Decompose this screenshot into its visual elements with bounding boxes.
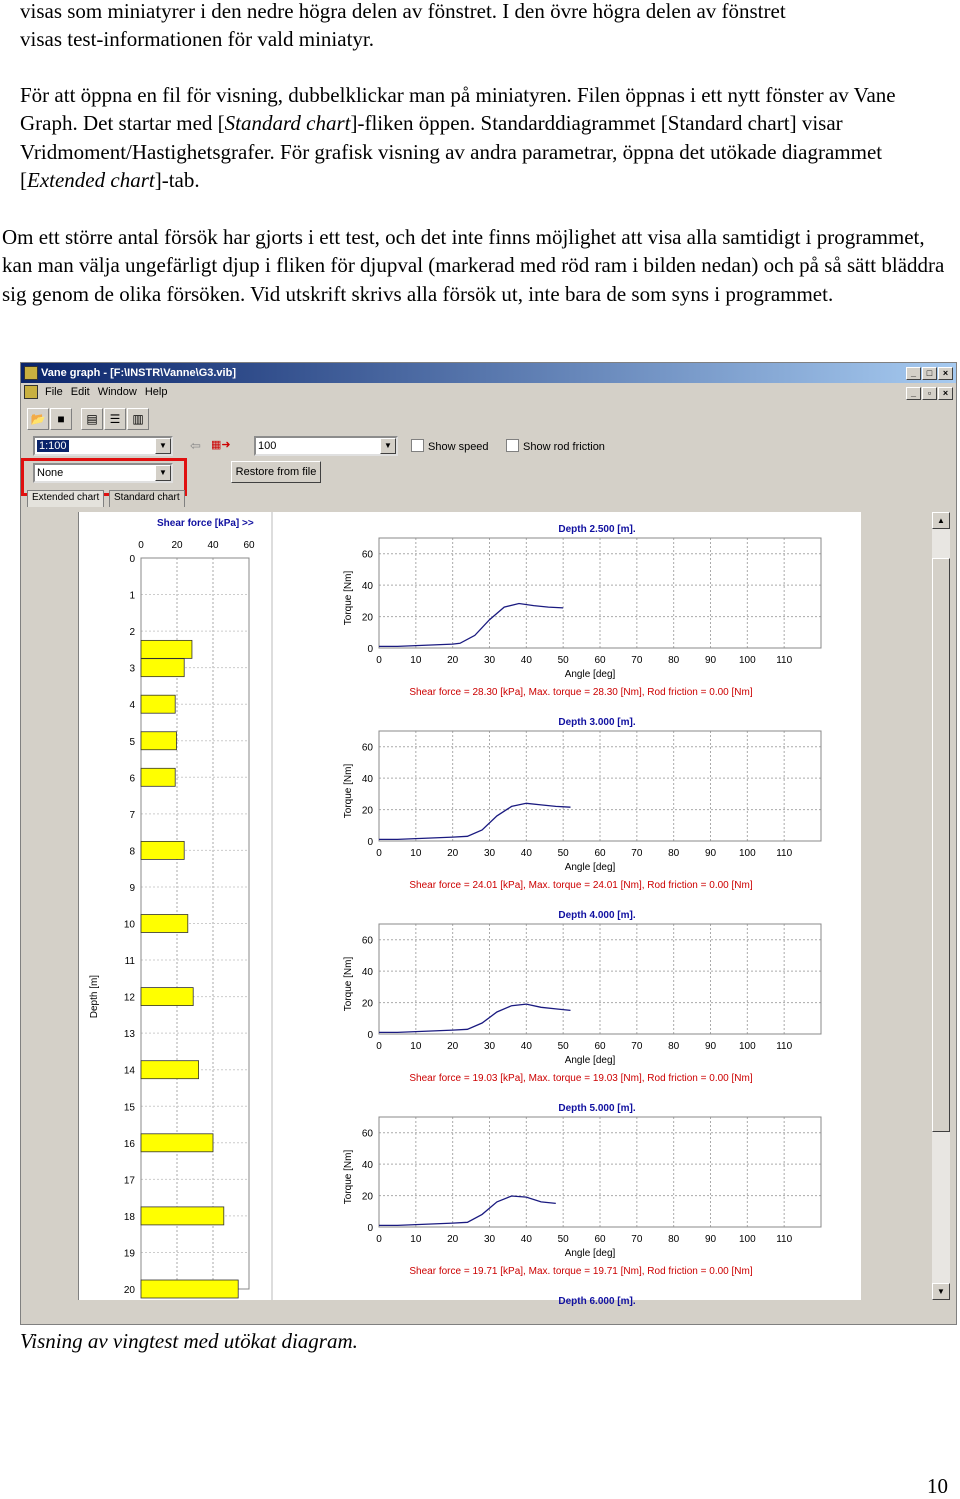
torque-x-tick-label: 100 [738, 1234, 756, 1245]
bar-chart-title: Shear force [kPa] >> [157, 518, 254, 529]
document-icon[interactable] [24, 385, 38, 399]
bar-y-tick-label: 2 [129, 627, 135, 639]
app-icon [24, 366, 38, 380]
chart-area [78, 512, 861, 1307]
tile-vertical-icon[interactable]: ▥ [127, 408, 149, 430]
paragraph-2-italic-standard-chart: Standard chart [224, 111, 351, 136]
bar-y-axis-label: Depth [m] [89, 974, 100, 1019]
shear-force-bar [141, 841, 184, 859]
bar-y-tick-label: 14 [123, 1065, 135, 1077]
torque-x-tick-label: 60 [594, 1041, 606, 1052]
torque-x-tick-label: 100 [738, 1041, 756, 1052]
depth-title: Depth 2.500 [m]. [558, 524, 636, 535]
tab-standard-chart[interactable]: Standard chart [109, 490, 185, 507]
window-title: Vane graph - [F:\INSTR\Vanne\G3.vib] [41, 367, 236, 379]
show-speed-label: Show speed [428, 441, 489, 453]
torque-x-tick-label: 40 [520, 655, 532, 666]
show-speed-checkbox[interactable] [411, 439, 489, 454]
figure-caption: Visning av vingtest med utökat diagram. [20, 1329, 358, 1353]
paragraph-1-line-2: visas test-informationen för vald miniatyr. [20, 27, 375, 52]
torque-curve [379, 1196, 556, 1225]
torque-x-tick-label: 90 [704, 1234, 717, 1245]
depth-title: Depth 3.000 [m]. [558, 717, 636, 728]
bar-y-tick-label: 13 [123, 1029, 135, 1041]
torque-x-tick-label: 50 [557, 848, 569, 859]
paragraph-3: Om ett större antal försök har gjorts i ett test, och det inte finns möjlighet att visa alla samtidigt i programmet, kan man välja ungefärligt djup i fliken för djupval (markerad med röd ram i bilden nedan) och på så sätt bläddra sig genom de olika försöken. Vid utskrift skrivs alla försök ut, inte bara de som syns i programmet. [2, 225, 945, 306]
paragraph-2 [20, 81, 950, 195]
torque-y-tick-label: 40 [361, 774, 373, 786]
bar-y-tick-label: 20 [123, 1285, 135, 1296]
torque-x-tick-label: 30 [483, 1041, 496, 1052]
torque-x-tick-label: 70 [631, 655, 643, 666]
torque-x-tick-label: 30 [483, 655, 496, 666]
depth-title: Depth 6.000 [m]. [558, 1296, 636, 1307]
bar-x-tick-label: 60 [243, 540, 255, 551]
torque-y-tick-label: 60 [361, 935, 373, 947]
shear-force-bar [141, 1134, 213, 1152]
torque-x-tick-label: 100 [738, 655, 756, 666]
torque-y-tick-label: 20 [361, 998, 373, 1010]
torque-x-tick-label: 80 [668, 655, 680, 666]
torque-x-tick-label: 110 [776, 1041, 793, 1052]
torque-x-tick-label: 90 [704, 1041, 717, 1052]
shear-force-bar [141, 1207, 224, 1225]
child-close-button[interactable]: × [938, 387, 953, 400]
shear-force-bar [141, 695, 175, 713]
torque-x-tick-label: 10 [410, 655, 422, 666]
tab-extended-chart[interactable]: Extended chart [27, 490, 104, 507]
checkbox-box[interactable] [506, 439, 519, 452]
torque-result-text: Shear force = 24.01 [kPa], Max. torque = 24.01 [Nm], Rod friction = 0.00 [Nm] [409, 880, 753, 891]
bar-x-tick-label: 40 [207, 540, 219, 551]
torque-y-axis-label: Torque [Nm] [343, 763, 354, 819]
torque-curve [379, 803, 571, 839]
torque-x-tick-label: 50 [557, 1041, 569, 1052]
torque-x-tick-label: 50 [557, 1234, 569, 1245]
shear-force-bar [141, 1280, 238, 1298]
torque-x-tick-label: 90 [704, 848, 717, 859]
torque-x-tick-label: 70 [631, 848, 643, 859]
torque-y-tick-label: 40 [361, 1160, 373, 1172]
depth-select-value: None [37, 467, 64, 479]
torque-x-tick-label: 70 [631, 1234, 643, 1245]
torque-x-tick-label: 30 [483, 848, 496, 859]
torque-result-text: Shear force = 19.03 [kPa], Max. torque = 19.03 [Nm], Rod friction = 0.00 [Nm] [409, 1073, 753, 1084]
bar-y-tick-label: 15 [123, 1102, 135, 1114]
menubar [21, 383, 956, 402]
torque-x-tick-label: 70 [631, 1041, 643, 1052]
menu-help[interactable]: Help [144, 386, 168, 398]
torque-x-tick-label: 80 [668, 1041, 680, 1052]
bar-y-tick-label: 4 [129, 700, 135, 712]
torque-x-tick-label: 100 [738, 848, 756, 859]
menu-file[interactable]: File [45, 386, 63, 398]
torque-y-axis-label: Torque [Nm] [343, 956, 354, 1012]
torque-y-axis-label: Torque [Nm] [343, 1149, 354, 1205]
torque-x-tick-label: 10 [410, 1041, 422, 1052]
bar-y-tick-label: 18 [123, 1211, 135, 1223]
depth-combo-value: 100 [258, 440, 277, 452]
torque-x-tick-label: 20 [447, 848, 459, 859]
torque-x-axis-label: Angle [deg] [564, 1248, 616, 1259]
torque-x-tick-label: 60 [594, 1234, 606, 1245]
torque-x-tick-label: 40 [520, 1234, 532, 1245]
torque-y-tick-label: 20 [361, 1191, 373, 1203]
paragraph-2-text-e: ]-tab. [154, 168, 200, 193]
shear-force-bar [141, 640, 192, 658]
child-restore-button[interactable]: ▫ [922, 387, 937, 400]
scroll-up-arrow-icon[interactable]: ▲ [932, 512, 950, 529]
bar-y-tick-label: 3 [129, 663, 135, 675]
bar-y-tick-label: 17 [123, 1175, 135, 1187]
torque-y-tick-label: 60 [361, 549, 373, 561]
torque-x-tick-label: 10 [410, 848, 422, 859]
torque-x-tick-label: 0 [376, 848, 382, 859]
shear-force-bar [141, 768, 175, 786]
torque-curve [379, 604, 563, 647]
checkbox-box[interactable] [411, 439, 424, 452]
scroll-thumb[interactable] [932, 558, 950, 1132]
paragraph-1 [20, 0, 940, 54]
torque-y-tick-label: 0 [367, 1223, 373, 1234]
torque-y-tick-label: 20 [361, 805, 373, 817]
bar-y-tick-label: 9 [129, 882, 135, 894]
torque-x-tick-label: 110 [776, 1234, 793, 1245]
shear-force-bar [141, 732, 176, 750]
show-rod-friction-checkbox[interactable] [506, 439, 605, 454]
back-arrow-icon[interactable]: ⇦ [190, 438, 201, 453]
vane-graph-window [20, 362, 957, 1325]
torque-x-tick-label: 60 [594, 655, 606, 666]
torque-x-tick-label: 80 [668, 848, 680, 859]
torque-y-tick-label: 0 [367, 1030, 373, 1041]
bar-y-tick-label: 1 [129, 590, 135, 602]
bar-y-tick-label: 7 [129, 809, 135, 821]
close-button[interactable]: × [938, 367, 953, 380]
torque-y-tick-label: 60 [361, 1128, 373, 1140]
torque-x-axis-label: Angle [deg] [564, 669, 616, 680]
scale-combo[interactable] [33, 436, 173, 456]
torque-x-tick-label: 20 [447, 1041, 459, 1052]
shear-force-bar [141, 915, 188, 933]
bar-y-tick-label: 0 [129, 554, 135, 565]
depth-combo[interactable] [254, 436, 398, 456]
shear-force-bar [141, 1061, 199, 1079]
paragraph-2-italic-extended-chart: Extended chart [27, 168, 155, 193]
torque-x-tick-label: 10 [410, 1234, 422, 1245]
cascade-icon[interactable]: ▤ [81, 408, 103, 430]
page-number: 10 [927, 1474, 948, 1498]
torque-x-tick-label: 50 [557, 655, 569, 666]
bar-y-tick-label: 19 [123, 1248, 135, 1260]
torque-y-tick-label: 40 [361, 967, 373, 979]
torque-y-tick-label: 0 [367, 644, 373, 655]
torque-y-tick-label: 20 [361, 612, 373, 624]
torque-x-axis-label: Angle [deg] [564, 862, 616, 873]
torque-x-tick-label: 40 [520, 848, 532, 859]
torque-x-tick-label: 0 [376, 655, 382, 666]
bar-y-tick-label: 11 [124, 956, 135, 968]
depth-title: Depth 4.000 [m]. [558, 910, 636, 921]
torque-x-tick-label: 90 [704, 655, 717, 666]
torque-x-tick-label: 110 [776, 848, 793, 859]
torque-result-text: Shear force = 19.71 [kPa], Max. torque = 19.71 [Nm], Rod friction = 0.00 [Nm] [409, 1266, 753, 1277]
paragraph-1-line-1: visas som miniatyrer i den nedre högra delen av fönstret. I den övre högra delen av fönstret [20, 0, 786, 23]
restore-from-file-button[interactable]: Restore from file [231, 461, 321, 483]
minimize-button[interactable]: _ [906, 367, 921, 380]
menu-window[interactable]: Window [97, 386, 137, 398]
torque-x-axis-label: Angle [deg] [564, 1055, 616, 1066]
vertical-scrollbar[interactable] [932, 512, 950, 1300]
torque-y-tick-label: 40 [361, 581, 373, 593]
chevron-down-icon[interactable]: ▼ [155, 438, 171, 454]
bar-y-tick-label: 5 [129, 736, 135, 748]
shear-force-bar [141, 659, 184, 677]
chevron-down-icon[interactable]: ▼ [380, 438, 396, 454]
torque-result-text: Shear force = 28.30 [kPa], Max. torque = 28.30 [Nm], Rod friction = 0.00 [Nm] [409, 687, 753, 698]
bar-y-tick-label: 12 [123, 992, 135, 1004]
menu-edit[interactable]: Edit [70, 386, 90, 398]
torque-x-tick-label: 0 [376, 1041, 382, 1052]
bar-y-tick-label: 8 [129, 846, 135, 858]
torque-x-tick-label: 20 [447, 655, 459, 666]
paragraph-2-text-c: ]-fliken öppen. Standarddiagrammet [Standard chart] visar Vridmoment/Hastighetsgrafer. För grafisk visning av andra parametrar, öppna det utökade diagrammet [ [20, 111, 883, 193]
paragraph-2-text-a: För att öppna en fil för visning, dubbelklickar man på miniatyren. Filen öppnas i ett nytt fönster av Vane Graph. Det startar med [ [20, 83, 896, 136]
goto-depth-icon[interactable]: ▦➜ [211, 439, 231, 451]
bar-y-tick-label: 6 [129, 773, 135, 785]
torque-x-tick-label: 30 [483, 1234, 496, 1245]
depth-title: Depth 5.000 [m]. [558, 1103, 636, 1114]
torque-x-tick-label: 60 [594, 848, 606, 859]
torque-curve [379, 1004, 571, 1032]
torque-y-tick-label: 60 [361, 742, 373, 754]
torque-x-tick-label: 80 [668, 1234, 680, 1245]
torque-x-tick-label: 40 [520, 1041, 532, 1052]
open-folder-icon[interactable]: 📂 [27, 408, 49, 430]
maximize-button[interactable]: □ [922, 367, 937, 380]
window-titlebar[interactable] [21, 363, 956, 383]
chevron-down-icon[interactable]: ▼ [155, 465, 171, 481]
show-rod-friction-label: Show rod friction [523, 441, 605, 453]
tile-horizontal-icon[interactable]: ☰ [104, 408, 126, 430]
torque-x-tick-label: 0 [376, 1234, 382, 1245]
torque-y-axis-label: Torque [Nm] [343, 570, 354, 626]
shear-force-bar [141, 988, 193, 1006]
torque-x-tick-label: 20 [447, 1234, 459, 1245]
scale-combo-value: 1:100 [39, 440, 67, 452]
save-icon[interactable]: ■ [50, 408, 72, 430]
child-minimize-button[interactable]: _ [906, 387, 921, 400]
extended-chart-svg [79, 512, 861, 1307]
bar-y-tick-label: 10 [123, 919, 135, 931]
torque-y-tick-label: 0 [367, 837, 373, 848]
bar-y-tick-label: 16 [123, 1138, 135, 1150]
torque-x-tick-label: 110 [776, 655, 793, 666]
bar-x-tick-label: 20 [171, 540, 183, 551]
bar-x-tick-label: 0 [138, 540, 144, 551]
scroll-down-arrow-icon[interactable]: ▼ [932, 1283, 950, 1300]
